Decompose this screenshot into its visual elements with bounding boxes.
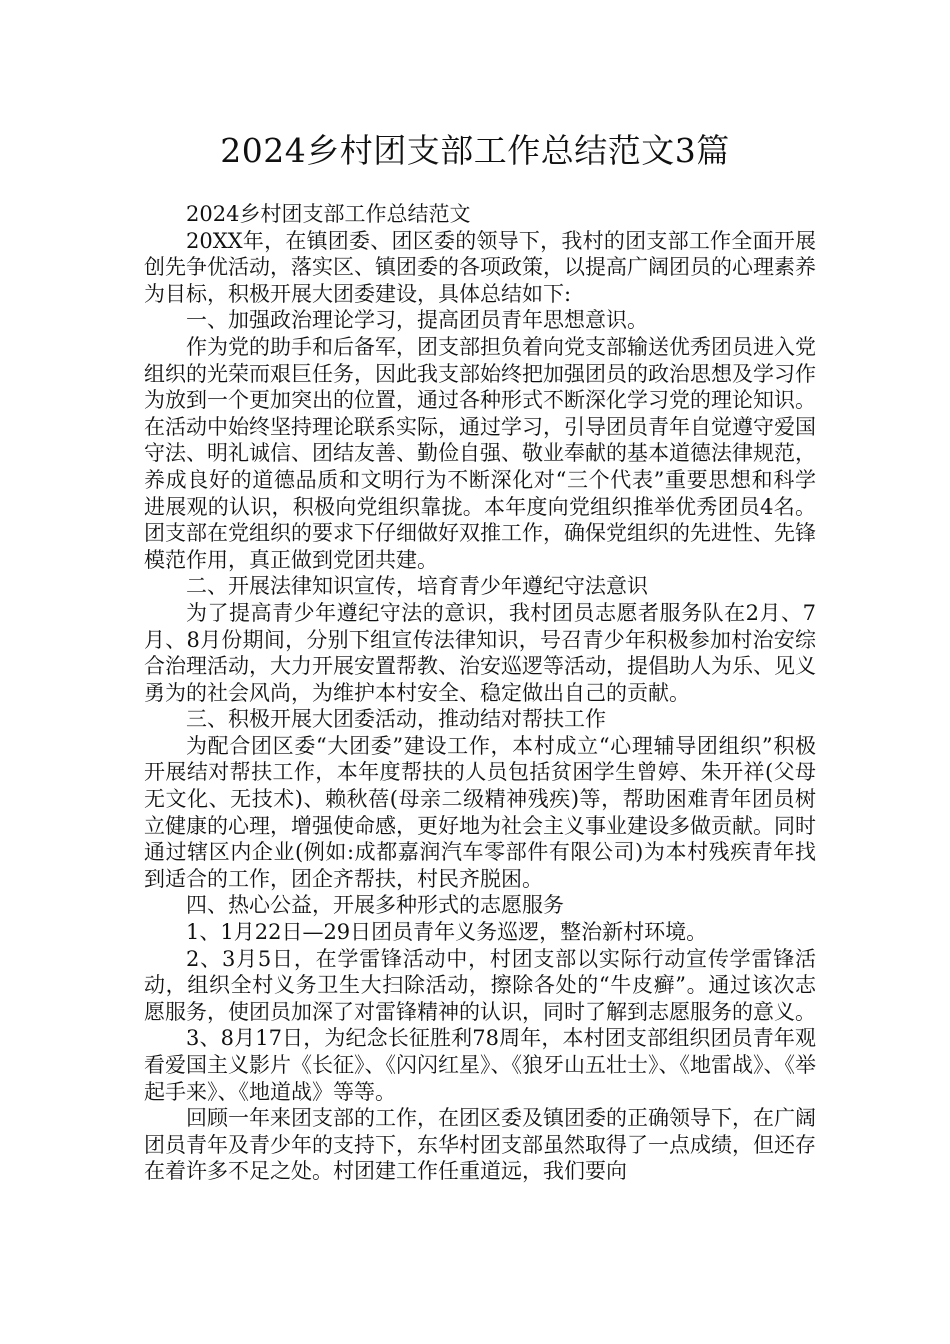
body-paragraph: 为了提高青少年遵纪守法的意识，我村团员志愿者服务队在2月、7月、8月份期间，分别下组宣传法律知识，号召青少年积极参加村治安综合治理活动，大力开展安置帮教、治安巡逻等活动，提倡助人为乐、见义勇为的社会风尚，为维护本村安全、稳定做出自己的贡献。 (144, 600, 816, 705)
document-body (144, 201, 816, 1185)
section-heading-4: 四、热心公益，开展多种形式的志愿服务 (186, 893, 564, 918)
document-title: 2024乡村团支部工作总结范文3篇 (220, 131, 730, 170)
list-item: 3、8月17日，为纪念长征胜利78周年，本村团支部组织团员青年观看爱国主义影片《长征》、《闪闪红星》、《狼牙山五壮士》、《地雷战》、《举起手来》、《地道战》等等。 (144, 1026, 816, 1104)
section-heading-2: 二、开展法律知识宣传，培育青少年遵纪守法意识 (186, 574, 648, 599)
body-paragraph: 作为党的助手和后备军，团支部担负着向党支部输送优秀团员进入党组织的光荣而艰巨任务，因此我支部始终把加强团员的政治思想及学习作为放到一个更加突出的位置，通过各种形式不断深化学习党的理论知识。在活动中始终坚持理论联系实际，通过学习，引导团员青年自觉遵守爱国守法、明礼诚信、团结友善、勤俭自强、敬业奉献的基本道德法律规范，养成良好的道德品质和文明行为不断深化对“三个代表”重要思想和科学进展观的认识，积极向党组织靠拢。本年度向党组织推举优秀团员4名。团支部在党组织的要求下仔细做好双推工作，确保党组织的先进性、先锋模范作用，真正做到党团共建。 (144, 334, 816, 572)
list-item: 1、1月22日—29日团员青年义务巡逻，整治新村环境。 (186, 920, 708, 945)
closing-paragraph: 回顾一年来团支部的工作，在团区委及镇团委的正确领导下，在广阔团员青年及青少年的支持下，东华村团支部虽然取得了一点成绩，但还存在着许多不足之处。村团建工作任重道远，我们要向 (144, 1106, 816, 1184)
intro-paragraph: 20XX年，在镇团委、团区委的领导下，我村的团支部工作全面开展创先争优活动，落实区、镇团委的各项政策，以提高广阔团员的心理素养为目标，积极开展大团委建设，具体总结如下: (144, 228, 816, 306)
list-item: 2、3月5日，在学雷锋活动中，村团支部以实际行动宣传学雷锋活动，组织全村义务卫生大扫除活动，擦除各处的“牛皮癣”。通过该次志愿服务，使团员加深了对雷锋精神的认识，同时了解到志愿服务的意义。 (144, 946, 816, 1024)
body-paragraph: 为配合团区委“大团委”建设工作，本村成立“心理辅导团组织”积极开展结对帮扶工作，本年度帮扶的人员包括贫困学生曾婷、朱开祥(父母无文化、无技术)、赖秋蓓(母亲二级精神残疾)等，帮助困难青年团员树立健康的心理，增强使命感，更好地为社会主义事业建设多做贡献。同时通过辖区内企业(例如:成都嘉润汽车零部件有限公司)为本村残疾青年找到适合的工作，团企齐帮扶，村民齐脱困。 (144, 733, 816, 891)
subtitle-paragraph: 2024乡村团支部工作总结范文 (186, 202, 471, 226)
section-heading-1: 一、加强政治理论学习，提高团员青年思想意识。 (186, 308, 648, 333)
section-heading-3: 三、积极开展大团委活动，推动结对帮扶工作 (186, 707, 606, 732)
